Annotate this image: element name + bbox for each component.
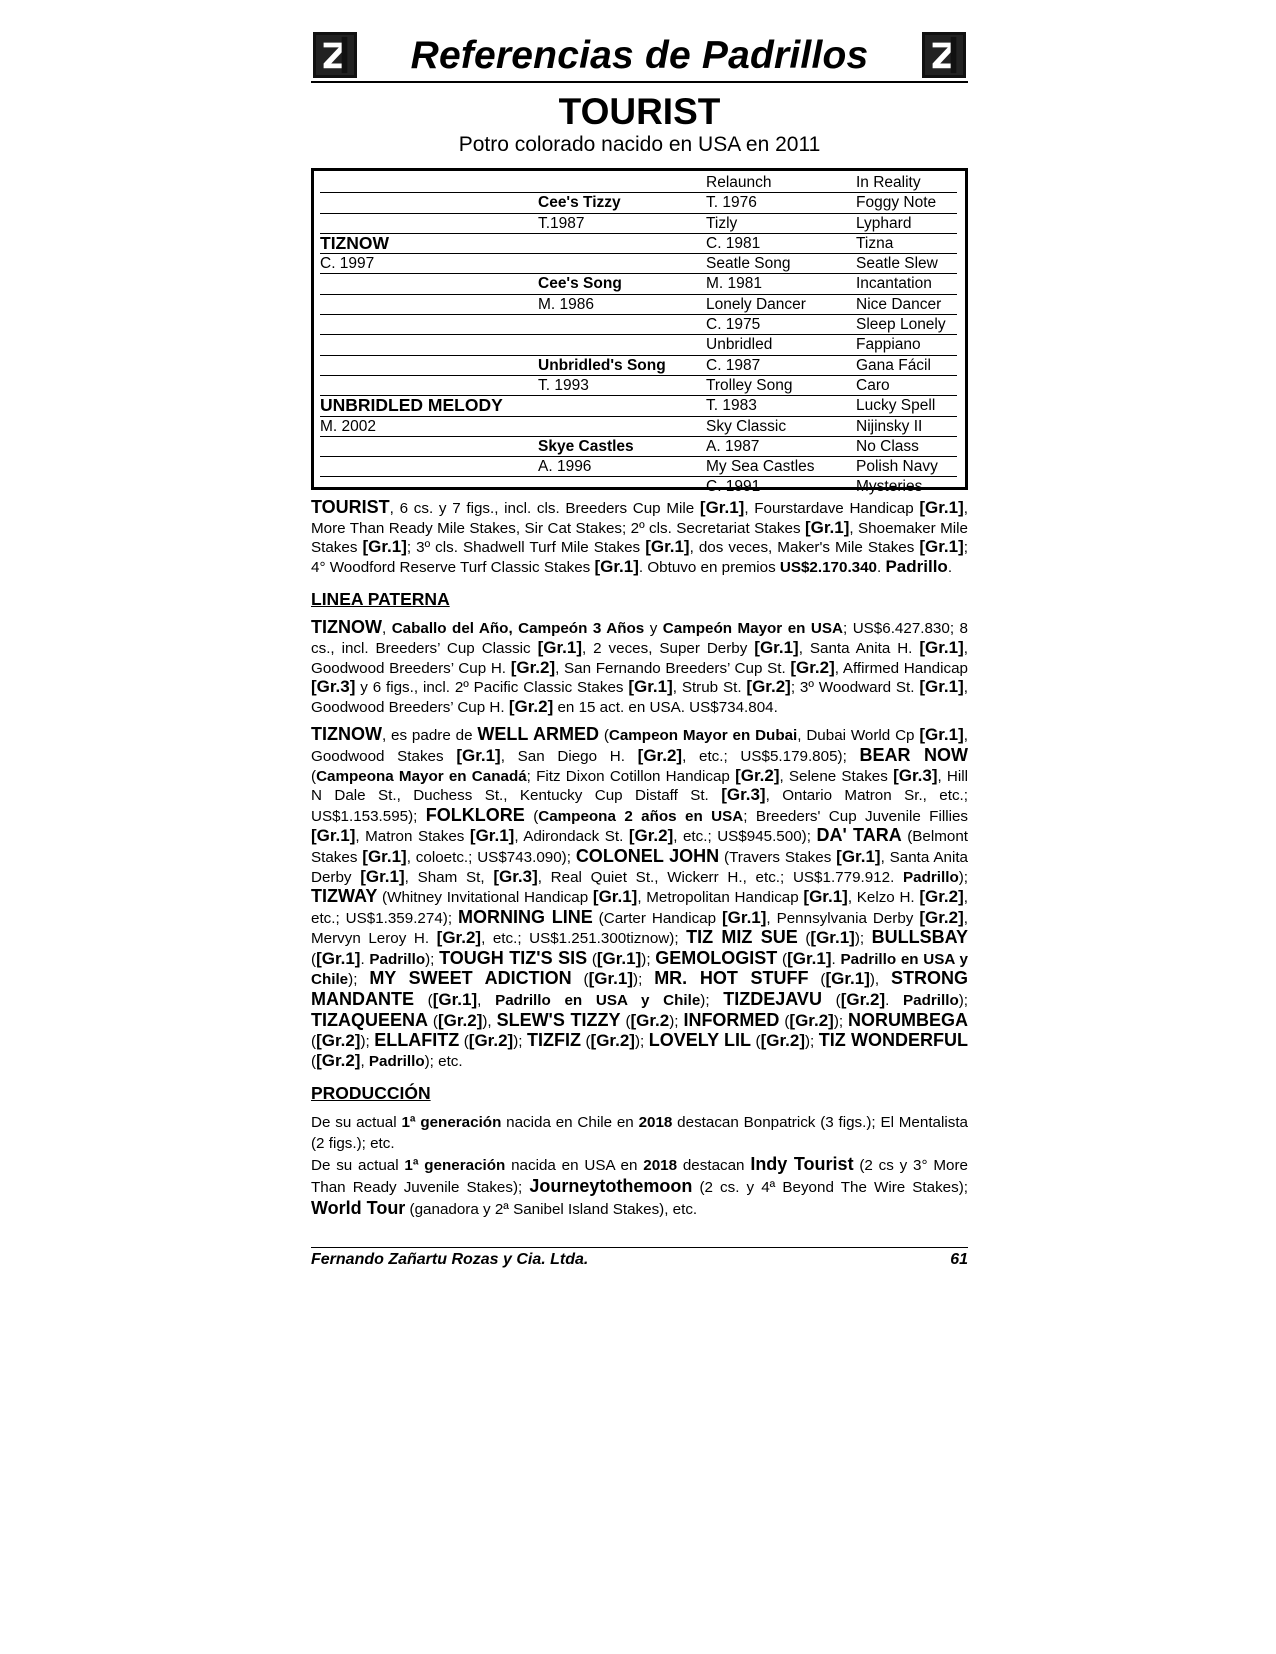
- text-run: (: [428, 1012, 438, 1030]
- text-run: destacan: [677, 1157, 751, 1175]
- pedigree-table: [311, 168, 968, 496]
- text-run: (: [571, 971, 589, 989]
- text-run: );: [700, 992, 724, 1010]
- horse-ref: Indy Tourist: [750, 1154, 854, 1175]
- horse-ref: MY SWEET ADICTION: [369, 968, 572, 989]
- pedigree-cell: Relaunch: [706, 174, 772, 191]
- text-run: (: [808, 971, 826, 989]
- grade-label: [Gr.1]: [316, 948, 361, 968]
- text-run: );: [669, 1012, 684, 1030]
- text-run: ); etc.: [424, 1052, 463, 1070]
- text-run: , Affirmed Handicap: [834, 659, 968, 677]
- horse-ref: MR. HOT STUFF: [654, 968, 809, 989]
- text-run: (Travers Stakes: [719, 848, 837, 866]
- pedigree-cell: Incantation: [856, 275, 932, 293]
- pedigree-cell: [320, 274, 538, 293]
- grade-label: [Gr.1]: [919, 537, 964, 557]
- text-run: Padrillo: [369, 950, 426, 968]
- text-run: Padrillo en USA y Chile: [495, 992, 701, 1010]
- text-run: (: [777, 950, 788, 968]
- pedigree-cell: Caro: [856, 376, 890, 394]
- text-run: );: [805, 1033, 819, 1051]
- text-run: , etc.; US$945.500);: [673, 828, 817, 846]
- text-run: );: [833, 1012, 848, 1030]
- horse-ref: LOVELY LIL: [648, 1030, 752, 1051]
- horse-ref: WELL ARMED: [477, 724, 599, 745]
- grade-label: [Gr.3]: [721, 785, 766, 805]
- horse-ref: TIZ MIZ SUE: [686, 927, 798, 948]
- grade-label: [Gr.1]: [919, 677, 964, 697]
- text-run: , es padre de: [381, 727, 478, 745]
- text-run: , dos veces, Maker's Mile Stakes: [689, 539, 920, 557]
- pedigree-cell: Cee's Tizzy: [538, 194, 621, 212]
- text-run: );: [425, 950, 440, 968]
- grade-label: [Gr.1]: [919, 725, 964, 745]
- text-run: (Belmont Stakes: [311, 828, 969, 866]
- text-run: (: [751, 1033, 761, 1051]
- text-run: ,: [381, 620, 392, 638]
- pedigree-cell: [538, 335, 706, 354]
- text-run: .: [877, 558, 886, 576]
- text-run: (ganadora y 2ª Sanibel Island Stakes), etc.: [405, 1201, 698, 1219]
- horse-ref: TOURIST: [311, 497, 390, 517]
- text-run: (2 cs y 3° More Than Ready Juvenile Stakes);: [311, 1157, 968, 1197]
- grade-label: [Gr.2]: [789, 1010, 834, 1030]
- footer-page-number: 61: [950, 1251, 968, 1268]
- text-run: Campeona Mayor en Canadá: [316, 767, 527, 785]
- pedigree-cell: TIZNOW: [320, 232, 390, 253]
- pedigree-cell: [538, 396, 706, 415]
- text-run: , Goodwood Breeders’ Cup H.: [311, 679, 968, 716]
- pedigree-row: [320, 193, 957, 213]
- text-run: De su actual: [311, 1114, 402, 1132]
- pedigree-cell: [320, 193, 538, 212]
- text-run: , Dubai World Cp: [797, 727, 920, 745]
- pedigree-cell: [320, 214, 538, 233]
- pedigree-cell: Tizly: [706, 214, 738, 232]
- text-run: (: [311, 950, 317, 968]
- text-run: );: [641, 950, 656, 968]
- text-run: (: [311, 767, 317, 785]
- text-run: (Whitney Invitational Handicap: [377, 889, 593, 907]
- grade-label: [Gr.1]: [699, 498, 745, 517]
- text-run: , Fourstardave Handicap: [744, 500, 920, 517]
- text-run: ; 3º cls. Shadwell Turf Mile Stakes: [406, 539, 646, 557]
- text-run: Caballo del Año, Campeón 3 Años: [391, 620, 645, 638]
- text-run: , Kelzo H.: [847, 889, 920, 907]
- pedigree-cell: [320, 295, 538, 314]
- pedigree-cell: C. 1981: [706, 234, 761, 252]
- text-run: (: [779, 1012, 790, 1030]
- pedigree-cell: [320, 437, 538, 456]
- text-run: en 15 act. en USA. US$734.804.: [553, 698, 778, 716]
- pedigree-cell: [320, 376, 538, 395]
- grade-label: [Gr.2]: [760, 1031, 805, 1051]
- pedigree-cell: Unbridled: [706, 336, 773, 354]
- pedigree-cell: Sky Classic: [706, 417, 787, 435]
- pedigree-cell: UNBRIDLED MELODY: [320, 395, 503, 416]
- text-run: , Strub St.: [672, 679, 747, 697]
- horse-ref: BULLSBAY: [871, 927, 969, 948]
- pedigree-row: [320, 214, 957, 234]
- text-run: (: [821, 992, 841, 1010]
- race-summary: [311, 498, 968, 577]
- text-run: , 6 cs. y 7 figs., incl. cls. Breeders Cup Mile: [389, 500, 700, 517]
- pedigree-cell: T. 1993: [538, 376, 589, 394]
- text-run: Campeón Mayor en USA: [662, 620, 843, 638]
- pedigree-cell: Foggy Note: [856, 194, 937, 212]
- text-run: Padrillo: [903, 868, 959, 886]
- grade-label: [Gr.1]: [805, 517, 850, 537]
- production-chile-paragraph: [311, 1112, 968, 1154]
- pedigree-cell: Lucky Spell: [856, 397, 936, 415]
- pedigree-cell: [538, 417, 706, 436]
- pedigree-cell: A. 1996: [538, 458, 592, 476]
- text-run: ; 3º Woodward St.: [790, 679, 920, 697]
- text-run: , Goodwood Breeders’ Cup H.: [311, 639, 968, 677]
- grade-label: [Gr.3]: [893, 765, 938, 785]
- text-run: ,: [477, 992, 496, 1010]
- text-run: (: [414, 992, 433, 1010]
- section-heading-paternal: LINEA PATERNA: [311, 589, 450, 610]
- grade-label: [Gr.3]: [311, 677, 356, 697]
- text-run: , Real Quiet St., Wickerr H., etc.; US$1.779.912.: [537, 868, 904, 886]
- text-run: , Ontario Matron Sr., etc.; US$1.153.595);: [311, 787, 968, 825]
- text-run: , etc.; US$5.179.805);: [682, 747, 860, 765]
- zanartu-logo-icon: [922, 32, 966, 78]
- grade-label: [Gr.1]: [825, 969, 870, 989]
- section-heading-production: PRODUCCIÓN: [311, 1083, 431, 1104]
- grade-label: [Gr.2: [630, 1010, 670, 1030]
- pedigree-cell: A. 1987: [706, 437, 760, 455]
- pedigree-cell: Trolley Song: [706, 376, 793, 394]
- text-run: (2 cs. y 4ª Beyond The Wire Stakes);: [692, 1179, 968, 1197]
- text-run: (: [598, 727, 609, 745]
- pedigree-row: [320, 437, 957, 457]
- header-title: Referencias de Padrillos: [410, 34, 869, 77]
- grade-label: [Gr.1]: [456, 745, 501, 765]
- grade-label: [Gr.2]: [919, 887, 964, 907]
- grade-label: [Gr.2]: [637, 745, 683, 765]
- text-run: ),: [869, 971, 892, 989]
- horse-ref: ELLAFITZ: [374, 1030, 460, 1051]
- horse-ref: TIZAQUEENA: [311, 1009, 428, 1030]
- pedigree-cell: In Reality: [856, 174, 921, 191]
- text-run: );: [633, 971, 655, 989]
- grade-label: [Gr.1]: [722, 907, 767, 927]
- grade-label: [Gr.1]: [836, 846, 881, 866]
- text-run: ,: [360, 1052, 369, 1070]
- pedigree-cell: [538, 477, 706, 496]
- text-run: 1ª generación: [404, 1157, 506, 1175]
- pedigree-row: [320, 335, 957, 355]
- text-run: );: [958, 992, 968, 1010]
- grade-label: [Gr.2]: [437, 1010, 483, 1030]
- grade-label: [Gr.1]: [919, 637, 964, 657]
- pedigree-cell: [320, 477, 538, 496]
- grade-label: [Gr.2]: [468, 1031, 514, 1051]
- pedigree-row: [320, 376, 957, 396]
- pedigree-cell: M. 1981: [706, 275, 763, 293]
- grade-label: [Gr.2]: [316, 1031, 361, 1051]
- grade-label: [Gr.1]: [787, 948, 832, 968]
- text-run: , San Fernando Breeders’ Cup St.: [555, 659, 791, 677]
- text-run: (: [459, 1033, 469, 1051]
- horse-ref: SLEW'S TIZZY: [496, 1009, 621, 1030]
- horse-ref: BEAR NOW: [859, 744, 968, 765]
- grade-label: [Gr.2]: [316, 1050, 361, 1070]
- pedigree-row: [320, 254, 957, 274]
- grade-label: [Gr.1]: [362, 537, 407, 557]
- pedigree-cell: T. 1983: [706, 397, 757, 415]
- text-run: (: [524, 807, 539, 825]
- pedigree-row: [320, 234, 957, 254]
- pedigree-cell: Fappiano: [856, 336, 921, 354]
- document-page: [311, 28, 968, 1220]
- text-run: ; Fitz Dixon Cotillon Handicap: [526, 767, 736, 785]
- text-run: ; Breeders' Cup Juvenile Fillies: [743, 807, 968, 825]
- text-run: , Adirondack St.: [514, 828, 629, 846]
- text-run: Campeona 2 años en USA: [538, 807, 744, 825]
- pedigree-cell: M. 2002: [320, 417, 377, 435]
- text-run: , Goodwood Stakes: [311, 727, 968, 765]
- production-usa-paragraph: [311, 1154, 968, 1220]
- pedigree-cell: Sleep Lonely: [856, 316, 946, 334]
- pedigree-cell: [538, 173, 706, 192]
- grade-label: [Gr.1]: [588, 969, 634, 989]
- grade-label: [Gr.2]: [790, 657, 835, 677]
- grade-label: [Gr.2]: [436, 928, 482, 948]
- text-run: De su actual: [311, 1157, 405, 1175]
- text-run: ; US$6.427.830; 8 cs., incl. Breeders’ Cup Classic: [311, 620, 968, 657]
- pedigree-row: [320, 417, 957, 437]
- text-run: , Santa Anita H.: [798, 639, 920, 657]
- text-run: ; 4° Woodford Reserve Turf Classic Stakes: [311, 539, 968, 576]
- grade-label: [Gr.1]: [592, 887, 638, 907]
- text-run: , 2 veces, Super Derby: [581, 639, 755, 657]
- text-run: (: [797, 930, 811, 948]
- pedigree-cell: C. 1975: [706, 316, 761, 334]
- text-run: , Hill N Dale St., Duchess St., Kentucky Cup Distaff St.: [311, 767, 969, 805]
- pedigree-row: [320, 396, 957, 416]
- pedigree-cell: Cee's Song: [538, 275, 622, 293]
- text-run: (: [311, 1052, 317, 1070]
- pedigree-row: [320, 295, 957, 315]
- text-run: );: [360, 1033, 375, 1051]
- text-run: , etc.; US$1.251.300tiznow);: [481, 930, 687, 948]
- grade-label: [Gr.2]: [590, 1031, 635, 1051]
- text-run: US$2.170.340: [779, 558, 878, 576]
- grade-label: [Gr.1]: [311, 826, 356, 846]
- grade-label: Padrillo: [885, 556, 948, 576]
- header-divider: [311, 81, 968, 83]
- horse-ref: TOUGH TIZ'S SIS: [439, 947, 588, 968]
- horse-ref: TIZNOW: [311, 724, 382, 745]
- horse-ref: TIZDEJAVU: [723, 989, 822, 1010]
- grade-label: [Gr.1]: [469, 826, 515, 846]
- grade-label: [Gr.2]: [919, 907, 964, 927]
- horse-ref: DA' TARA: [816, 825, 902, 846]
- text-run: (: [580, 1033, 591, 1051]
- text-run: 2018: [643, 1157, 678, 1175]
- horse-ref: TIZWAY: [311, 886, 378, 907]
- page-footer: [311, 1247, 968, 1269]
- grade-label: [Gr.1]: [754, 637, 799, 657]
- grade-label: [Gr.1]: [594, 556, 639, 576]
- text-run: nacida en USA en: [505, 1157, 644, 1175]
- grade-label: [Gr.3]: [493, 866, 538, 886]
- text-run: nacida en Chile en: [501, 1114, 639, 1132]
- grade-label: [Gr.1]: [645, 537, 690, 557]
- pedigree-row: [320, 356, 957, 376]
- text-run: (: [587, 950, 597, 968]
- horse-ref: INFORMED: [683, 1009, 780, 1030]
- horse-ref: MORNING LINE: [458, 906, 593, 927]
- horse-ref: TIZFIZ: [526, 1030, 581, 1051]
- text-run: );: [854, 930, 872, 948]
- pedigree-row: [320, 274, 957, 294]
- text-run: 2018: [638, 1114, 673, 1132]
- text-run: (Carter Handicap: [592, 909, 723, 927]
- text-run: , Mervyn Leroy H.: [311, 909, 968, 948]
- text-run: , Matron Stakes: [355, 828, 470, 846]
- grade-label: [Gr.1]: [596, 948, 642, 968]
- pedigree-cell: [538, 254, 706, 273]
- grade-label: [Gr.2]: [840, 990, 886, 1010]
- pedigree-cell: [538, 315, 706, 334]
- pedigree-cell: Seatle Song: [706, 255, 791, 273]
- grade-label: [Gr.2]: [628, 826, 674, 846]
- grade-label: [Gr.1]: [360, 866, 405, 886]
- text-run: ),: [482, 1012, 497, 1030]
- text-run: , Shoemaker Mile Stakes: [311, 519, 968, 557]
- text-run: y: [644, 620, 663, 638]
- text-run: , Santa Anita Derby: [311, 848, 968, 886]
- pedigree-cell: C. 1997: [320, 255, 375, 273]
- pedigree-row: [320, 457, 957, 477]
- pedigree-cell: Gana Fácil: [856, 356, 931, 374]
- pedigree-cell: M. 1986: [538, 295, 595, 313]
- pedigree-cell: Polish Navy: [856, 458, 938, 476]
- text-run: destacan Bonpatrick (3 figs.); El Mentalista (2 figs.); etc.: [311, 1114, 968, 1153]
- horse-name: TOURIST: [558, 91, 721, 132]
- horse-subtitle: Potro colorado nacido en USA en 2011: [458, 133, 821, 156]
- page-header: [311, 28, 968, 84]
- text-run: , Selene Stakes: [779, 767, 894, 785]
- horse-ref: World Tour: [311, 1198, 406, 1219]
- text-run: );: [634, 1033, 649, 1051]
- pedigree-cell: My Sea Castles: [706, 458, 815, 476]
- text-run: (: [620, 1012, 631, 1030]
- grade-label: [Gr.1]: [628, 677, 673, 697]
- pedigree-cell: Nice Dancer: [856, 295, 942, 313]
- text-run: , Pennsylvania Derby: [766, 909, 920, 927]
- text-run: Padrillo en USA y Chile: [311, 950, 968, 989]
- text-run: Padrillo: [368, 1052, 425, 1070]
- grade-label: [Gr.1]: [810, 928, 855, 948]
- grade-label: [Gr.1]: [919, 498, 964, 517]
- text-run: );: [348, 971, 370, 989]
- pedigree-cell: T. 1976: [706, 194, 757, 212]
- pedigree-cell: Lonely Dancer: [706, 295, 806, 313]
- horse-ref: TIZNOW: [311, 617, 382, 638]
- text-run: , More Than Ready Mile Stakes, Sir Cat Stakes; 2º cls. Secretariat Stakes: [311, 500, 968, 537]
- paternal-paragraph: [311, 618, 968, 717]
- text-run: );: [958, 868, 969, 886]
- text-run: Padrillo: [903, 992, 959, 1010]
- pedigree-cell: [320, 315, 538, 334]
- horse-ref: GEMOLOGIST: [655, 947, 778, 968]
- pedigree-row: [320, 315, 957, 335]
- pedigree-cell: [320, 457, 538, 476]
- pedigree-row: [320, 173, 957, 193]
- grade-label: [Gr.2]: [735, 765, 780, 785]
- pedigree-cell: [320, 173, 538, 192]
- text-run: , San Diego H.: [500, 747, 638, 765]
- pedigree-cell: Skye Castles: [538, 437, 634, 455]
- text-run: .: [831, 950, 841, 968]
- pedigree-cell: Seatle Slew: [856, 255, 938, 273]
- pedigree-cell: Mysteries: [856, 478, 923, 496]
- text-run: Campeon Mayor en Dubai: [608, 727, 798, 745]
- text-run: .: [885, 992, 904, 1010]
- grade-label: [Gr.1]: [432, 990, 478, 1010]
- grade-label: [Gr.1]: [537, 637, 582, 657]
- horse-ref: NORUMBEGA: [848, 1009, 968, 1030]
- grade-label: [Gr.2]: [510, 657, 556, 677]
- pedigree-cell: T.1987: [538, 214, 585, 232]
- text-run: y 6 figs., incl. 2º Pacific Classic Stakes: [355, 679, 629, 697]
- text-run: );: [513, 1033, 527, 1051]
- footer-company: Fernando Zañartu Rozas y Cia. Ltda.: [311, 1251, 589, 1268]
- text-run: , Sham St,: [404, 868, 494, 886]
- text-run: 1ª generación: [401, 1114, 502, 1132]
- horse-ref: STRONG MANDANTE: [311, 968, 969, 1010]
- text-run: , etc.; US$1.359.274);: [311, 889, 969, 927]
- pedigree-cell: Unbridled's Song: [538, 356, 666, 374]
- text-run: . Obtuvo en premios: [638, 558, 780, 576]
- grade-label: [Gr.2]: [746, 677, 791, 697]
- pedigree-cell: C. 1991: [706, 478, 761, 496]
- horse-ref: FOLKLORE: [425, 804, 525, 825]
- horse-ref: Journeytothemoon: [529, 1176, 693, 1197]
- pedigree-cell: C. 1987: [706, 356, 761, 374]
- pedigree-cell: Lyphard: [856, 214, 912, 232]
- text-run: , coloetc.; US$743.090);: [406, 848, 576, 866]
- horse-ref: TIZ WONDERFUL: [818, 1030, 969, 1051]
- pedigree-cell: Tizna: [856, 234, 894, 252]
- text-run: , Metropolitan Handicap: [637, 889, 804, 907]
- pedigree-cell: [538, 234, 706, 253]
- pedigree-row: [320, 477, 957, 496]
- horse-ref: COLONEL JOHN: [575, 845, 720, 866]
- text-run: .: [947, 558, 953, 576]
- text-run: (: [311, 1033, 317, 1051]
- pedigree-cell: No Class: [856, 437, 919, 455]
- grade-label: [Gr.2]: [508, 696, 554, 716]
- grade-label: [Gr.1]: [803, 887, 848, 907]
- pedigree-cell: Nijinsky II: [856, 417, 923, 435]
- pedigree-cell: [320, 335, 538, 354]
- pedigree-cell: [320, 356, 538, 375]
- text-run: .: [360, 950, 370, 968]
- grade-label: [Gr.1]: [362, 846, 407, 866]
- offspring-paragraph: [311, 725, 968, 1071]
